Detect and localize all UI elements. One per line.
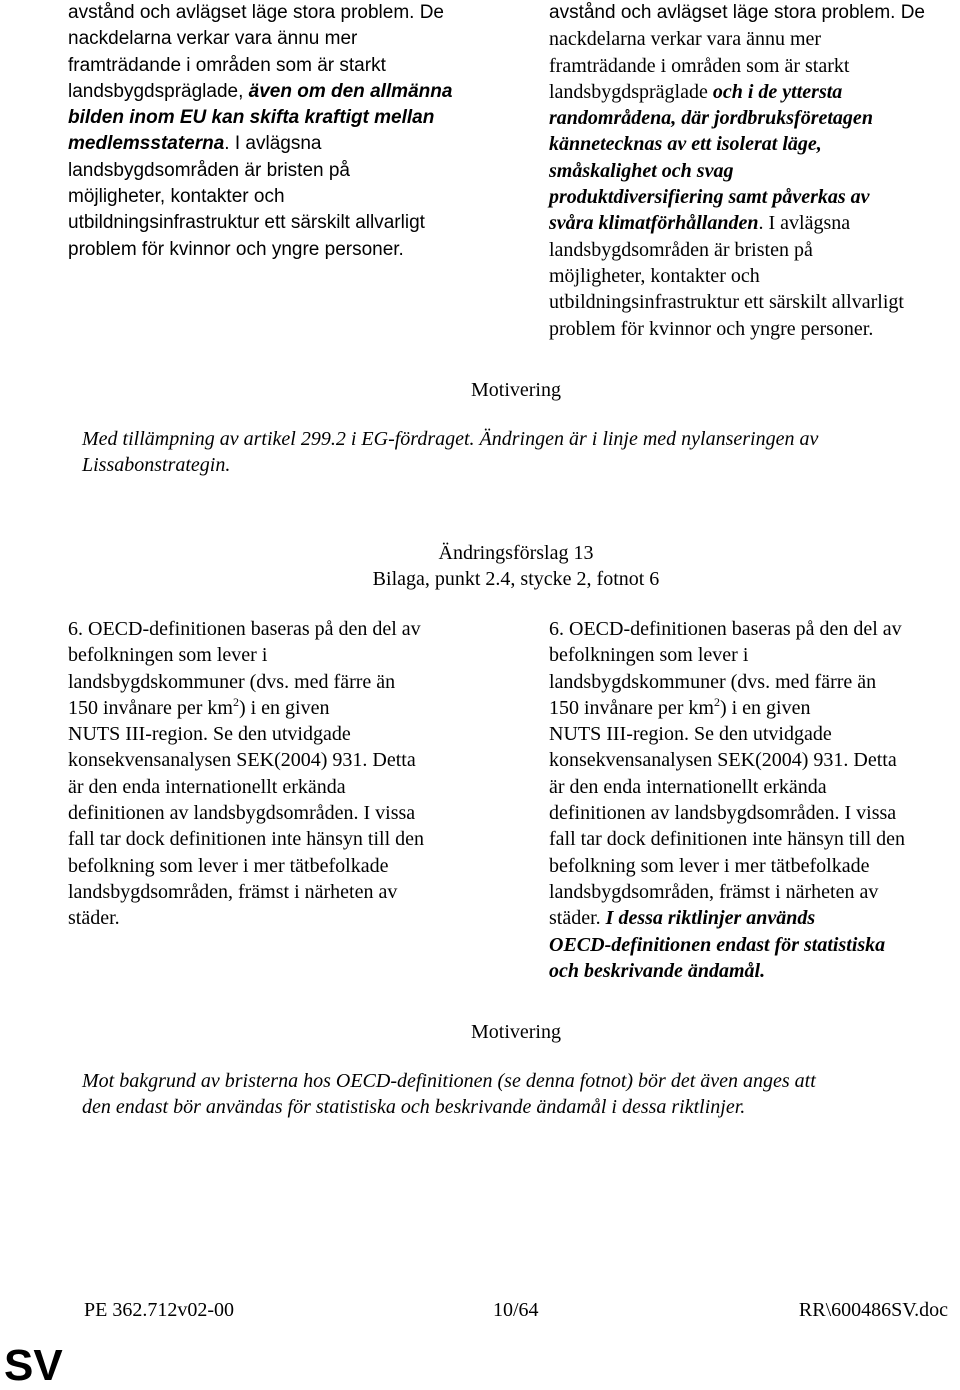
text-line: landsbygdsområden, främst i närheten av — [549, 880, 879, 903]
text-line: fall tar dock definitionen inte hänsyn till den — [549, 828, 906, 851]
text-line: utbildningsinfrastruktur ett särskilt allvarligt — [549, 291, 904, 314]
footer-page-number: 10/64 — [493, 1299, 539, 1321]
text-line: är den enda internationellt erkända — [549, 775, 827, 798]
text-span: landsbygdspräglade, — [68, 80, 249, 102]
bold-italic-span: I dessa riktlinjer används — [605, 907, 816, 930]
text-line — [68, 695, 424, 721]
text-line: utbildningsinfrastruktur ett särskilt allvarligt — [68, 212, 425, 234]
bold-italic-span: även om den allmänna — [248, 80, 453, 102]
text-line: småskalighet och svag — [549, 159, 734, 182]
text-line: landsbygdsområden är bristen på — [549, 238, 813, 261]
text-line — [68, 131, 452, 157]
text-span: landsbygdspräglade — [549, 80, 713, 103]
text-line: befolkning som lever i mer tätbefolkade — [68, 854, 389, 877]
amendment-title: Ändringsförslag 13 — [438, 542, 594, 564]
text-span: ) i en given — [238, 696, 330, 719]
text-line: landsbygdsområden är bristen på — [68, 159, 351, 181]
text-line: landsbygdskommuner (dvs. med färre än — [68, 670, 396, 693]
text-line: produktdiversifiering samt påverkas av — [549, 186, 870, 209]
text-line — [549, 905, 905, 931]
text-line: är den enda internationellt erkända — [68, 775, 346, 798]
text-line: landsbygdskommuner (dvs. med färre än — [549, 670, 877, 693]
text-line: NUTS III-region. Se den utvidgade — [68, 723, 351, 746]
text-span: 150 invånare per km — [68, 696, 233, 719]
text-line: befolkningen som lever i — [549, 644, 749, 667]
text-span: . I avlägsna — [224, 133, 322, 155]
text-line: nackdelarna verkar vara ännu mer — [549, 28, 822, 51]
block1-left-column — [68, 0, 452, 263]
bold-italic-span: medlemsstaterna — [68, 133, 225, 155]
bold-italic-span: svåra klimatförhållanden — [549, 212, 759, 235]
text-span: ) i en given — [719, 696, 811, 719]
motivering-text — [82, 1068, 816, 1121]
text-line: befolkningen som lever i — [68, 644, 268, 667]
text-line: städer. — [68, 907, 120, 930]
text-line: landsbygdsområden, främst i närheten av — [68, 880, 398, 903]
text-line: befolkning som lever i mer tätbefolkade — [549, 854, 870, 877]
text-line: avstånd och avlägset läge stora problem. De — [68, 2, 444, 23]
text-line: 6. OECD-definitionen baseras på den del av — [549, 618, 902, 640]
text-span: 150 invånare per km — [549, 696, 714, 719]
motivering-text — [82, 426, 818, 479]
text-line: framträdande i områden som är starkt — [549, 54, 850, 77]
text-line: nackdelarna verkar vara ännu mer — [68, 28, 358, 50]
superscript: 2 — [713, 694, 720, 709]
text-line: möjligheter, kontakter och — [549, 264, 760, 287]
motivering-heading: Motivering — [471, 379, 561, 401]
superscript: 2 — [232, 694, 239, 709]
text-line — [549, 79, 925, 105]
text-span: . I avlägsna — [758, 212, 851, 235]
text-line: Lissabonstrategin. — [82, 454, 231, 477]
language-code: SV — [4, 1341, 63, 1390]
text-line: konsekvensanalysen SEK(2004) 931. Detta — [549, 749, 897, 772]
text-line: framträdande i områden som är starkt — [68, 54, 386, 76]
text-line: OECD-definitionen endast för statistiska — [549, 933, 886, 956]
text-line: NUTS III-region. Se den utvidgade — [549, 723, 832, 746]
text-line — [549, 695, 905, 721]
text-line: 6. OECD-definitionen baseras på den del av — [68, 618, 421, 640]
text-line: bilden inom EU kan skifta kraftigt mellan — [68, 107, 435, 129]
text-line: randområdena, där jordbruksföretagen — [549, 107, 873, 130]
block1-right-column — [549, 0, 925, 342]
text-span: städer. — [549, 907, 606, 930]
text-line: och beskrivande ändamål. — [549, 959, 766, 982]
text-line — [68, 79, 452, 105]
footer-doc-id: PE 362.712v02-00 — [84, 1299, 234, 1321]
amendment-subtitle: Bilaga, punkt 2.4, stycke 2, fotnot 6 — [372, 568, 660, 590]
text-line: problem för kvinnor och yngre personer. — [549, 317, 874, 340]
bold-italic-span: och i de yttersta — [712, 80, 843, 103]
text-line: Mot bakgrund av bristerna hos OECD-definitionen (se denna fotnot) bör det även anges att — [82, 1070, 816, 1092]
footer-reference: RR\600486SV.doc — [798, 1299, 948, 1321]
text-line: möjligheter, kontakter och — [68, 186, 285, 208]
block2-right-column — [549, 616, 905, 984]
motivering-heading: Motivering — [471, 1021, 561, 1043]
text-line: Med tillämpning av artikel 299.2 i EG-fördraget. Ändringen är i linje med nylanseringen av — [82, 428, 819, 450]
text-line: problem för kvinnor och yngre personer. — [68, 238, 404, 260]
text-line: definitionen av landsbygdsområden. I vissa — [549, 802, 897, 825]
text-line: avstånd och avlägset läge stora problem. De — [549, 2, 925, 23]
text-line: kännetecknas av ett isolerat läge, — [549, 133, 822, 156]
text-line: den endast bör användas för statistiska och beskrivande ändamål i dessa riktlinjer. — [82, 1096, 746, 1119]
text-line: konsekvensanalysen SEK(2004) 931. Detta — [68, 749, 416, 772]
text-line — [549, 210, 925, 236]
block2-left-column — [68, 616, 424, 932]
text-line: fall tar dock definitionen inte hänsyn till den — [68, 828, 425, 851]
text-line: definitionen av landsbygdsområden. I vissa — [68, 802, 416, 825]
